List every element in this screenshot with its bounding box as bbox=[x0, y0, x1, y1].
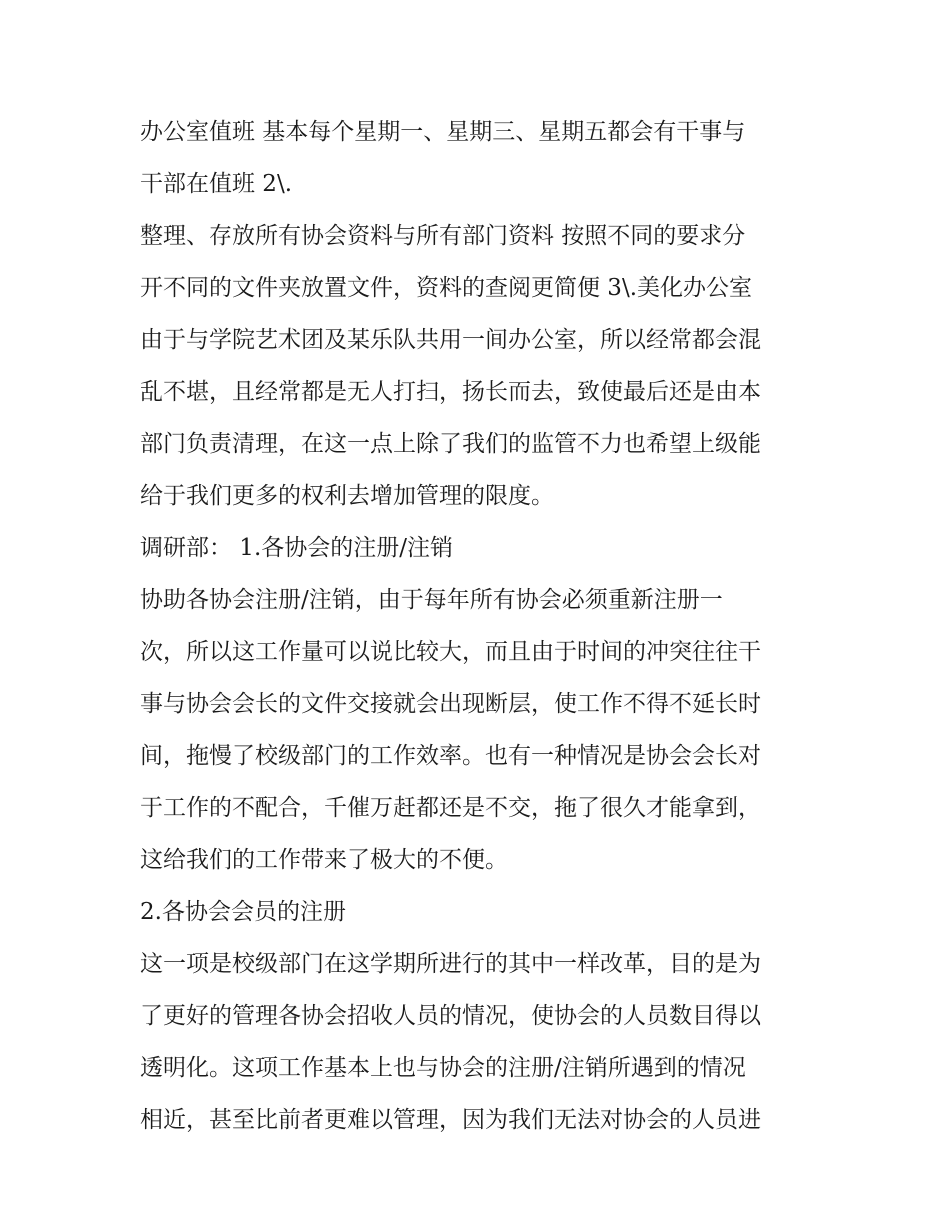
text-line: 透明化。这项工作基本上也与协会的注册/注销所遇到的情况 bbox=[140, 1055, 746, 1081]
text-line: 部门负责清理，在这一点上除了我们的监管不力也希望上级能 bbox=[140, 431, 761, 457]
section-heading-member-registration: 2.各协会会员的注册 bbox=[140, 899, 346, 925]
text-line: 间，拖慢了校级部门的工作效率。也有一种情况是协会会长对 bbox=[140, 743, 761, 769]
text-line: 由于与学院艺术团及某乐队共用一间办公室，所以经常都会混 bbox=[140, 327, 761, 353]
section-heading-research-dept: 调研部： 1.各协会的注册/注销 bbox=[140, 535, 454, 561]
text-line: 次，所以这工作量可以说比较大，而且由于时间的冲突往往干 bbox=[140, 639, 761, 665]
text-line: 干部在值班 2\. bbox=[140, 171, 293, 197]
text-line: 整理、存放所有协会资料与所有部门资料 按照不同的要求分 bbox=[140, 223, 746, 249]
text-line: 办公室值班 基本每个星期一、星期三、星期五都会有干事与 bbox=[140, 119, 746, 145]
text-line: 这一项是校级部门在这学期所进行的其中一样改革，目的是为 bbox=[140, 951, 761, 977]
text-line: 于工作的不配合，千催万赶都还是不交，拖了很久才能拿到， bbox=[140, 795, 761, 821]
text-line: 给于我们更多的权利去增加管理的限度。 bbox=[140, 483, 554, 509]
text-line: 协助各协会注册/注销，由于每年所有协会必须重新注册一 bbox=[140, 587, 723, 613]
text-line: 这给我们的工作带来了极大的不便。 bbox=[140, 847, 508, 873]
document-body bbox=[140, 106, 830, 1146]
text-line: 开不同的文件夹放置文件，资料的查阅更简便 3\.美化办公室 bbox=[140, 275, 753, 301]
text-line: 了更好的管理各协会招收人员的情况，使协会的人员数目得以 bbox=[140, 1003, 761, 1029]
text-line: 相近，甚至比前者更难以管理，因为我们无法对协会的人员进 bbox=[140, 1107, 761, 1133]
text-line: 事与协会会长的文件交接就会出现断层，使工作不得不延长时 bbox=[140, 691, 761, 717]
text-line: 乱不堪，且经常都是无人打扫，扬长而去，致使最后还是由本 bbox=[140, 379, 761, 405]
